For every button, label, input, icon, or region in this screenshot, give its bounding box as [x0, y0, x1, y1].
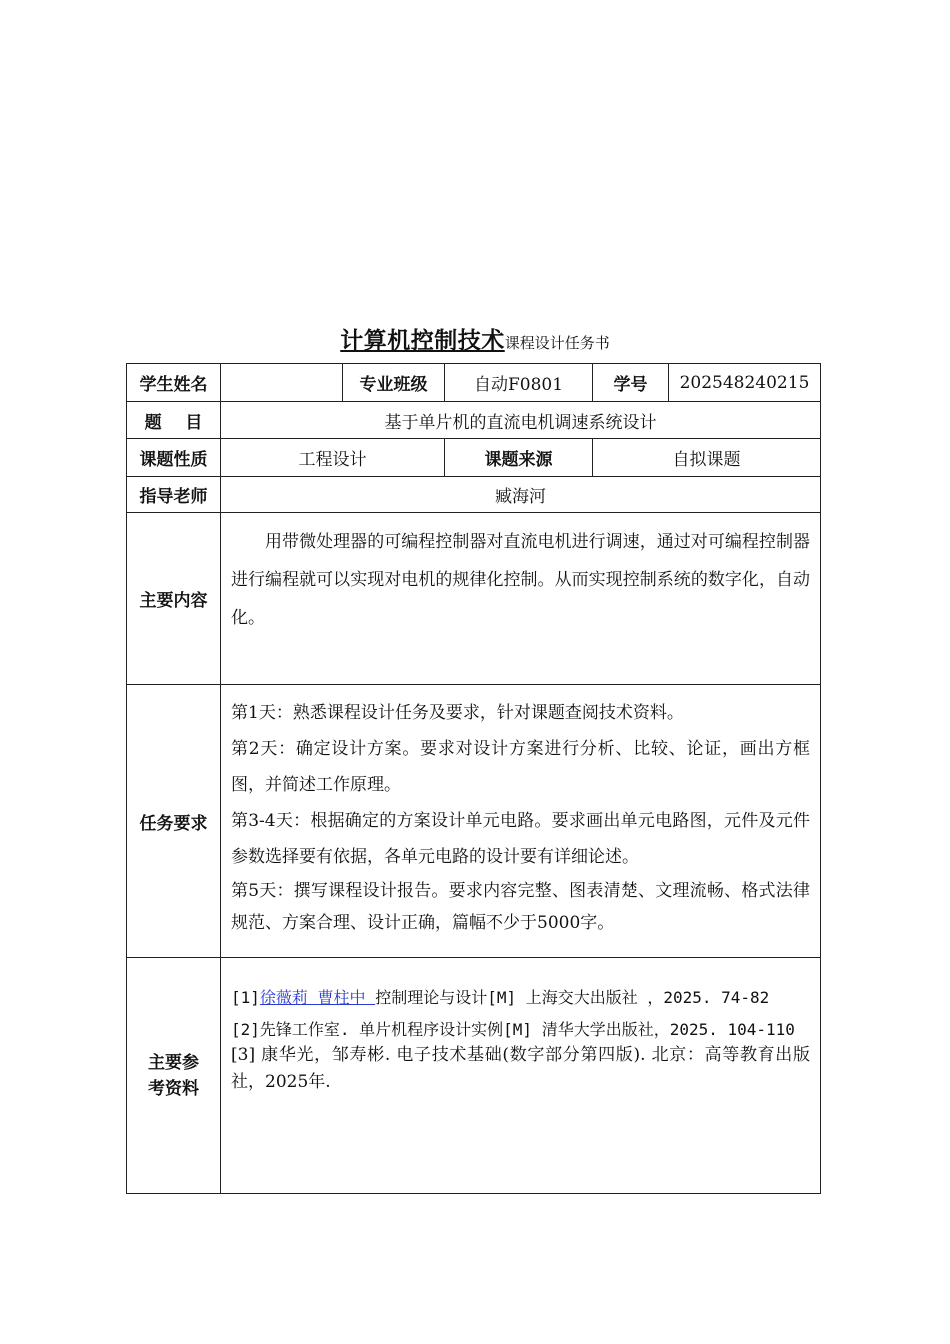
source-value: 自拟课题 — [593, 439, 821, 477]
row-task — [127, 685, 821, 958]
student-name-label: 学生姓名 — [127, 364, 221, 402]
task-cell — [221, 685, 821, 958]
reference-1-rest: 控制理论与设计[M] 上海交大出版社 ，2025. 74-82 — [375, 988, 770, 1007]
title-sub: 课程设计任务书 — [504, 334, 610, 352]
references-label — [127, 958, 221, 1194]
row-references — [127, 958, 821, 1194]
reference-1-authors-link[interactable]: 徐薇莉 曹柱中 — [259, 988, 376, 1007]
task-label: 任务要求 — [127, 685, 221, 958]
advisor-label: 指导老师 — [127, 477, 221, 513]
student-id-value: 202548240215 — [669, 364, 821, 402]
main-content-text: 用带微处理器的可编程控制器对直流电机进行调速，通过对可编程控制器进行编程就可以实现对电机的规律化控制。从而实现控制系统的数字化，自动化。 — [231, 532, 810, 628]
row-topic — [127, 402, 821, 439]
references-label-line1: 主要参 — [148, 1052, 199, 1073]
class-label: 专业班级 — [343, 364, 445, 402]
class-value: 自动F0801 — [445, 364, 593, 402]
topic-value: 基于单片机的直流电机调速系统设计 — [221, 402, 821, 439]
reference-1-prefix: [1] — [231, 988, 260, 1007]
main-content-label: 主要内容 — [127, 513, 221, 685]
references-label-line2: 考资料 — [148, 1078, 199, 1099]
reference-3: [3] 康华光，邹寿彬. 电子技术基础(数字部分第四版). 北京：高等教育出版社，2025年. — [231, 1045, 810, 1092]
source-label: 课题来源 — [445, 439, 593, 477]
row-main-content — [127, 513, 821, 685]
nature-value: 工程设计 — [221, 439, 445, 477]
task-day-3-4: 第3-4天：根据确定的方案设计单元电路。要求画出单元电路图，元件及元件参数选择要有依据，各单元电路的设计要有详细论述。 — [231, 811, 810, 867]
row-advisor — [127, 477, 821, 513]
nature-label: 课题性质 — [127, 439, 221, 477]
task-day-2: 第2天：确定设计方案。要求对设计方案进行分析、比较、论证，画出方框图，并简述工作原理。 — [231, 739, 810, 795]
student-name-value — [221, 364, 343, 402]
advisor-value: 臧海河 — [221, 477, 821, 513]
main-content-cell — [221, 513, 821, 685]
task-day-5: 第5天：撰写课程设计报告。要求内容完整、图表清楚、文理流畅、格式法律规范、方案合理、设计正确，篇幅不少于5000字。 — [231, 881, 810, 933]
document-title — [0, 322, 950, 355]
reference-2: [2]先锋工作室. 单片机程序设计实例[M] 清华大学出版社，2025. 104-110 — [231, 1020, 795, 1039]
student-id-label: 学号 — [593, 364, 669, 402]
task-day-1: 第1天：熟悉课程设计任务及要求，针对课题查阅技术资料。 — [231, 703, 684, 723]
title-main: 计算机控制技术 — [340, 328, 505, 354]
reference-1 — [231, 986, 810, 1010]
row-nature — [127, 439, 821, 477]
row-student-info — [127, 364, 821, 402]
assignment-table — [126, 363, 821, 1194]
references-cell — [221, 958, 821, 1194]
topic-label: 题 目 — [127, 402, 221, 439]
